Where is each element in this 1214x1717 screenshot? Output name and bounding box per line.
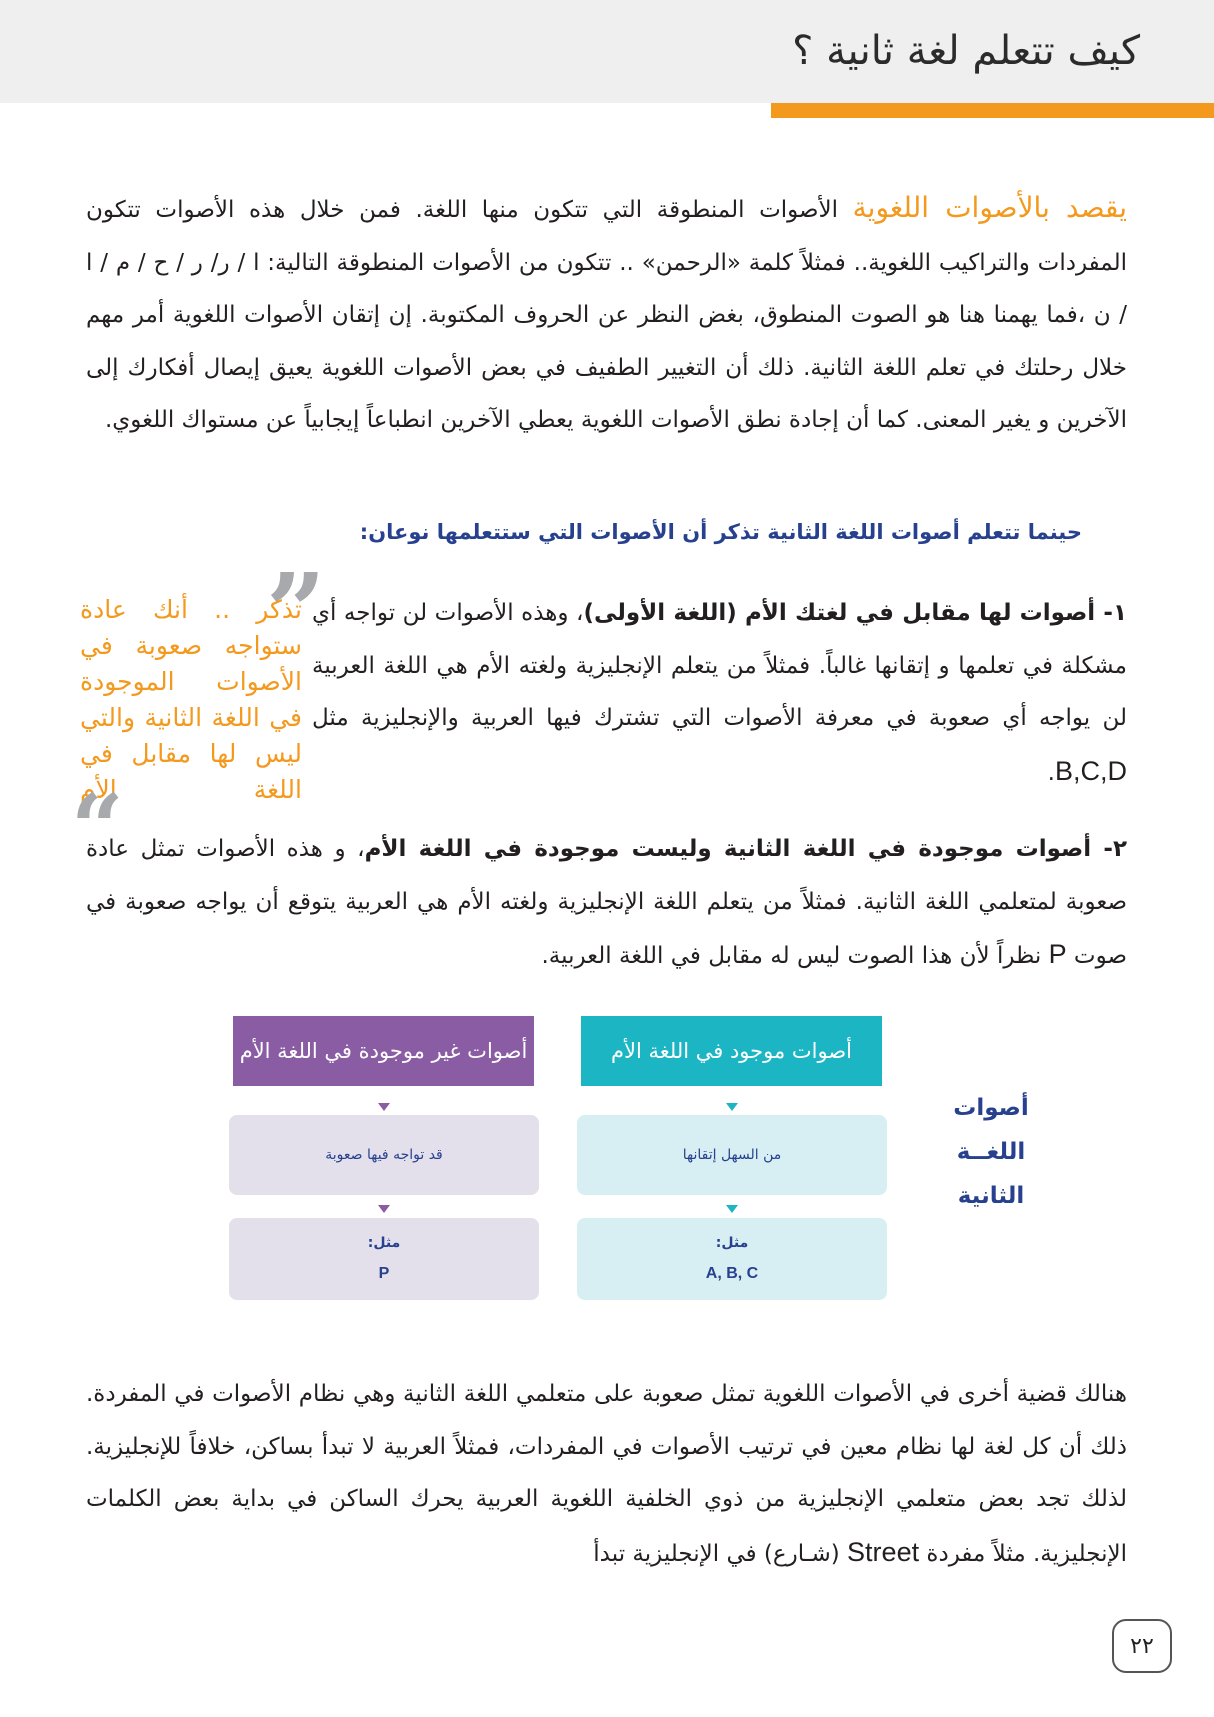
- example-label: مثل:: [715, 1235, 749, 1251]
- closing-text: هنالك قضية أخرى في الأصوات اللغوية تمثل صعوبة على متعلمي اللغة الثانية وهي نظام الأصوات في المفردة. ذلك أن كل لغة لها نظام معين في ترتيب الأصوات في المفردات، فمثلاً العربية لا تبدأ بساكن، خلافاً للإنجليزية. لذلك تجد بعض متعلمي الإنجليزية من ذوي الخلفية اللغوية العربية يحرك الساكن في بداية بعض الكلمات الإنجليزية. مثلاً مفردة: [86, 1381, 1127, 1567]
- quote-close-icon: ”: [70, 729, 123, 837]
- purple-middle-box: قد تواجه فيها صعوبة: [229, 1115, 539, 1195]
- item2-latin: P: [1048, 939, 1067, 969]
- pullquote: تذكر .. أنك عادة ستواجه صعوبة في الأصوات الموجودة في اللغة الثانية والتي ليس لها مقابل في اللغة الأم: [80, 595, 302, 804]
- down-arrow-icon: [378, 1205, 390, 1213]
- page-title: كيف تتعلم لغة ثانية ؟: [792, 28, 1140, 74]
- header-accent-bar: [771, 103, 1214, 118]
- teal-middle-box: من السهل إتقانها: [577, 1115, 887, 1195]
- types-subheading: حينما تتعلم أصوات اللغة الثانية تذكر أن الأصوات التي ستتعلمها نوعان:: [359, 520, 1082, 544]
- teal-header-box: أصوات موجود في اللغة الأم: [581, 1016, 882, 1086]
- closing-paragraph: [86, 1368, 1127, 1580]
- item1-paragraph: [312, 587, 1127, 799]
- quote-open-icon: ”: [266, 550, 326, 673]
- intro-text: الأصوات المنطوقة التي تتكون منها اللغة. فمن خلال هذه الأصوات تتكون المفردات والتراكيب اللغوية.. فمثلاً كلمة «الرحمن» .. تتكون من الأصوات المنطوقة التالية: ا / ر/ ر / ح / م / ا / ن ،فما يهمنا هنا هو الصوت المنطوق، بغض النظر عن الحروف المكتوبة. إن إتقان الأصوات اللغوية أمر مهم خلال رحلتك في تعلم اللغة الثانية. ذلك أن التغيير الطفيف في بعض الأصوات اللغوية يعيق إيصال أفكارك إلى الآخرين و يغير المعنى. كما أن إجادة نطق الأصوات اللغوية يعطي الآخرين انطباعاً إيجابياً عن مستواك اللغوي.: [86, 197, 1127, 433]
- closing-text-end: (شـارع) في الإنجليزية تبدأ: [593, 1540, 848, 1567]
- example-values: P: [378, 1265, 390, 1282]
- item1-end: .: [1047, 759, 1055, 786]
- intro-paragraph: [86, 182, 1127, 447]
- item2-paragraph: [86, 823, 1127, 983]
- example-values: A, B, C: [705, 1265, 759, 1282]
- item2-text-end: نظراً لأن هذا الصوت ليس له مقابل في اللغة العربية.: [541, 943, 1049, 969]
- intro-highlight: يقصد بالأصوات اللغوية: [852, 191, 1127, 224]
- item1-bold: ١- أصوات لها مقابل في لغتك الأم (اللغة الأولى): [583, 600, 1127, 626]
- teal-example-box: [577, 1218, 887, 1300]
- item2-text: ، و هذه الأصوات تمثل عادة صعوبة لمتعلمي اللغة الثانية. فمثلاً من يتعلم اللغة الإنجليزية ولغته الأم هي العربية يتوقع أن يواجه صعوبة في صوت: [86, 836, 1127, 969]
- item1-latin: B,C,D: [1054, 755, 1127, 786]
- down-arrow-icon: [726, 1103, 738, 1111]
- page-number: ٢٢: [1112, 1619, 1172, 1673]
- example-label: مثل:: [367, 1235, 401, 1251]
- purple-example-box: [229, 1218, 539, 1300]
- closing-latin: Street: [847, 1536, 920, 1567]
- down-arrow-icon: [726, 1205, 738, 1213]
- purple-header-box: أصوات غير موجودة في اللغة الأم: [233, 1016, 534, 1086]
- item2-bold: ٢- أصوات موجودة في اللغة الثانية وليست موجودة في اللغة الأم: [364, 836, 1127, 862]
- down-arrow-icon: [378, 1103, 390, 1111]
- diagram-side-label: أصوات اللغــة الثانية: [953, 1095, 1029, 1209]
- item1-text: ، وهذه الأصوات لن تواجه أي مشكلة في تعلمها و إتقانها غالباً. فمثلاً من يتعلم الإنجليزية ولغته الأم هي اللغة العربية لن يواجه أي صعوبة في معرفة الأصوات التي تشترك فيها العربية والإنجليزية مثل: [312, 600, 1127, 731]
